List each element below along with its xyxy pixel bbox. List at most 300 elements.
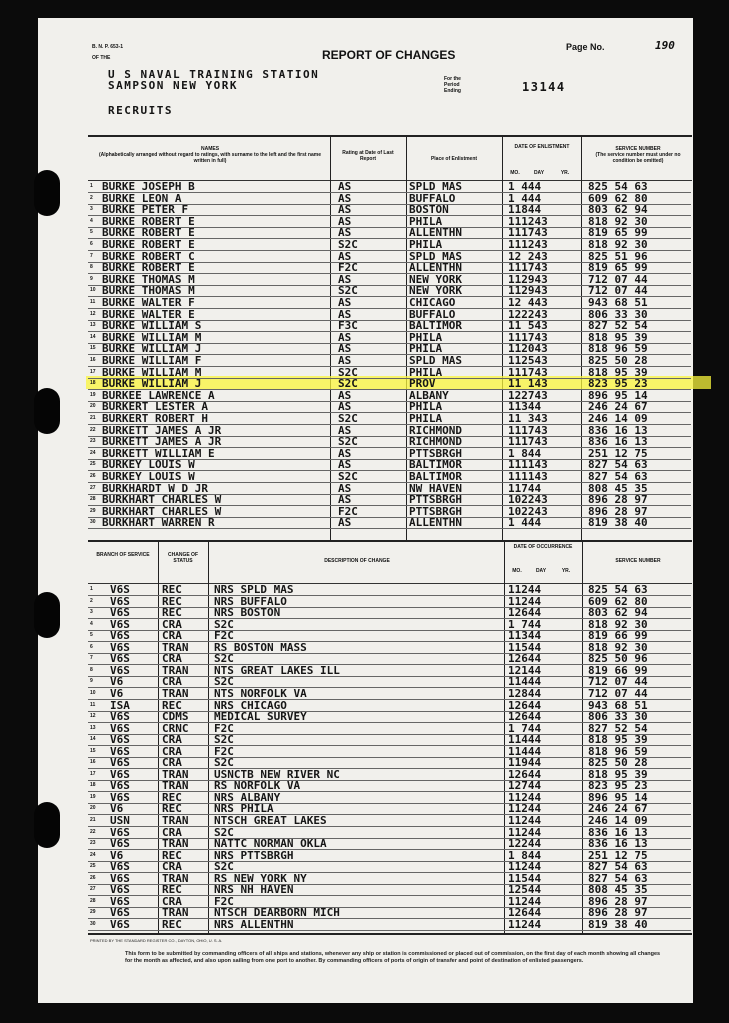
occurrence-date-cell: 12644 (508, 710, 542, 724)
row-number: 8 (90, 666, 93, 673)
row-number: 20 (90, 805, 96, 812)
enlistment-place-cell: BUFFALO (409, 191, 456, 205)
enlistment-date-cell: 112543 (508, 354, 548, 367)
row-number: 30 (90, 519, 96, 526)
rating-header: Rating at Date of Last Report (342, 150, 394, 162)
branch-cell: V6S (110, 837, 130, 851)
enlistment-date-cell: 111743 (508, 226, 548, 240)
row-number: 12 (90, 310, 96, 317)
service-number-cell: 818 96 59 (588, 744, 648, 758)
change-status-cell: CRA (162, 744, 182, 758)
enlistment-place-cell: PHILA (409, 238, 443, 251)
enlistment-date-cell: 102243 (508, 493, 548, 507)
enlistment-place-cell: ALLENTHN (409, 226, 462, 240)
service-number-cell: 825 50 96 (588, 652, 648, 666)
change-description-cell: NRS ALBANY (214, 790, 281, 804)
service-number-cell: 827 54 63 (588, 458, 648, 472)
change-description-cell: NRS BOSTON (214, 606, 281, 620)
change-status-cell: TRAN (162, 871, 189, 885)
change-status-cell: TRAN (162, 837, 189, 851)
service-number-header: SERVICE NUMBER (615, 558, 661, 564)
row-number: 7 (90, 655, 93, 662)
row-number: 6 (90, 643, 93, 650)
occurrence-date-cell: 12844 (508, 686, 542, 700)
service-number-header (588, 146, 688, 164)
change-description-cell: RS BOSTON MASS (214, 640, 307, 654)
rating-cell: AS (338, 400, 352, 414)
rating-cell: AS (338, 296, 352, 309)
station-name-line1: U S NAVAL TRAINING STATION (108, 68, 320, 81)
year-header: YR. (560, 170, 570, 176)
service-number-cell: 896 95 14 (588, 388, 648, 402)
service-number-cell: 827 54 63 (588, 470, 648, 483)
occurrence-date-cell: 11344 (508, 629, 542, 643)
change-status-cell: CRA (162, 894, 182, 908)
occurrence-date-cell: 12644 (508, 767, 542, 781)
row-number: 11 (90, 701, 96, 708)
row-number: 9 (90, 678, 93, 685)
service-number-cell: 246 24 67 (588, 802, 648, 816)
table-top-rule (88, 135, 692, 137)
occurrence-date-cell: 11444 (508, 675, 542, 689)
row-number: 21 (90, 415, 96, 421)
branch-cell: V6 (110, 802, 124, 816)
row-number: 18 (90, 782, 96, 789)
recruit-name: BURKE WILLIAM M (102, 330, 202, 344)
service-number-cell: 836 16 13 (588, 435, 648, 449)
branch-cell: V6S (110, 721, 130, 735)
names-header (95, 146, 325, 164)
service-number-cell: 803 62 94 (588, 203, 648, 217)
month-header: MO. (510, 170, 520, 176)
change-status-cell: REC (162, 606, 182, 620)
service-number-cell: 246 14 09 (588, 814, 648, 827)
recruit-name: BURKE THOMAS M (102, 272, 195, 286)
recruit-name: BURKETT WILLIAM E (102, 446, 215, 460)
service-number-cell: 827 52 54 (588, 319, 648, 333)
enlistment-date-cell: 111243 (508, 238, 548, 251)
service-number-cell: 896 28 97 (588, 493, 648, 507)
branch-cell: V6S (110, 583, 130, 596)
service-number-cell: 609 62 80 (588, 594, 648, 608)
row-number: 27 (90, 484, 96, 491)
recruit-name: BURKHART CHARLES W (102, 493, 222, 507)
row-number: 5 (90, 229, 93, 236)
row-number: 14 (90, 736, 96, 743)
service-number-cell: 251 12 75 (588, 848, 648, 862)
change-status-cell: TRAN (162, 686, 189, 700)
recruit-name: BURKHART WARREN R (102, 516, 215, 530)
enlistment-place-cell: BALTIMOR (409, 458, 462, 472)
change-description-cell: NTS GREAT LAKES ILL (214, 663, 340, 677)
branch-cell: V6S (110, 894, 130, 908)
enlistment-date-cell: 111143 (508, 470, 548, 483)
change-description-cell: NRS CHICAGO (214, 698, 287, 712)
branch-header: BRANCH OF SERVICE (96, 552, 150, 558)
change-status-cell: TRAN (162, 663, 189, 677)
change-status-cell: REC (162, 790, 182, 804)
enlistment-place-cell: ALBANY (409, 388, 449, 402)
row-number: 23 (90, 438, 96, 445)
table-bottom-rule (88, 933, 692, 935)
recruit-name: BURKEY LOUIS W (102, 458, 195, 472)
enlistment-date-cell: 11 543 (508, 319, 548, 333)
rating-cell: AS (338, 226, 352, 240)
enlistment-date-cell: 111243 (508, 214, 548, 228)
enlistment-date-cell: 1 444 (508, 516, 542, 530)
row-number: 4 (90, 217, 93, 224)
service-number-cell: 819 38 40 (588, 917, 648, 931)
row-number: 26 (90, 874, 96, 881)
enlistment-place-cell: BALTIMOR (409, 319, 462, 333)
row-number: 10 (90, 287, 96, 294)
enlistment-place-cell: BOSTON (409, 203, 449, 217)
row-number: 24 (90, 851, 96, 858)
row-number: 5 (90, 632, 93, 639)
enlistment-date-cell: 1 444 (508, 180, 542, 193)
service-number-cell: 818 95 39 (588, 733, 648, 747)
occurrence-date-cell: 1 744 (508, 721, 542, 735)
occurrence-date-cell: 11244 (508, 594, 542, 608)
recruit-name: BURKEY LOUIS W (102, 470, 195, 483)
service-number-cell: 806 33 30 (588, 710, 648, 724)
branch-cell: ISA (110, 698, 130, 712)
service-number-cell: 712 07 44 (588, 675, 648, 689)
branch-cell: USN (110, 814, 130, 827)
recruit-name: BURKERT ROBERT H (102, 412, 208, 425)
occurrence-date-cell: 11444 (508, 744, 542, 758)
enlistment-date-cell: 112943 (508, 284, 548, 298)
recruit-name: BURKEE LAWRENCE A (102, 388, 215, 402)
service-number-cell: 823 95 23 (588, 377, 648, 391)
service-number-cell: 819 38 40 (588, 516, 648, 530)
occurrence-date-cell: 12644 (508, 906, 542, 920)
branch-cell: V6S (110, 652, 130, 666)
of-the-label: OF THE (92, 55, 111, 61)
rating-cell: AS (338, 191, 352, 205)
recruit-name: BURKE ROBERT C (102, 249, 195, 263)
row-number: 24 (90, 449, 96, 456)
row-number: 6 (90, 241, 93, 247)
change-description-cell: F2C (214, 721, 234, 735)
enlistment-date-cell: 111743 (508, 435, 548, 449)
service-number-cell: 712 07 44 (588, 686, 648, 700)
rating-cell: AS (338, 249, 352, 263)
enlistment-date-cell: 102243 (508, 504, 548, 518)
service-number-cell: 808 45 35 (588, 481, 648, 495)
occurrence-date-cell: 11244 (508, 802, 542, 816)
service-number-cell: 896 28 97 (588, 906, 648, 920)
row-number: 19 (90, 391, 96, 398)
year-header: YR. (561, 568, 571, 574)
enlistment-date-cell: 111143 (508, 458, 548, 472)
enlistment-place-cell: SPLD MAS (409, 249, 462, 263)
change-status-header: CHANGE OF STATUS (168, 552, 198, 564)
enlistment-place-cell: PTTSBRGH (409, 504, 462, 518)
change-description-cell: NTS NORFOLK VA (214, 686, 307, 700)
service-number-cell: 806 33 30 (588, 307, 648, 321)
date-occurrence-header: DATE OF OCCURRENCE (513, 544, 573, 550)
service-number-cell: 712 07 44 (588, 272, 648, 286)
service-number-cell: 825 54 63 (588, 583, 648, 596)
change-description-cell: NRS ALLENTHN (214, 917, 294, 931)
rating-cell: AS (338, 203, 352, 217)
enlistment-place-cell: NW HAVEN (409, 481, 462, 495)
service-number-cell: 825 50 28 (588, 756, 648, 770)
change-description-cell: S2C (214, 617, 234, 631)
change-description-cell: S2C (214, 825, 234, 839)
enlistment-place-cell: CHICAGO (409, 296, 456, 309)
branch-cell: V6S (110, 790, 130, 804)
change-status-cell: TRAN (162, 640, 189, 654)
enlistment-date-cell: 111743 (508, 261, 548, 275)
enlistment-place-cell: BALTIMOR (409, 470, 462, 483)
row-number: 11 (90, 299, 96, 305)
change-status-cell: REC (162, 883, 182, 897)
table-top-rule (88, 540, 692, 542)
enlistment-place-cell: PTTSBRGH (409, 493, 462, 507)
rating-cell: F3C (338, 319, 358, 333)
row-number: 16 (90, 759, 96, 766)
form-number: B. N. P. 653-1 (92, 44, 124, 50)
enlistment-place-cell: PHILA (409, 342, 443, 356)
occurrence-date-cell: 11444 (508, 733, 542, 747)
change-status-cell: REC (162, 594, 182, 608)
change-status-cell: REC (162, 583, 182, 596)
row-number: 25 (90, 461, 96, 468)
rating-cell: AS (338, 307, 352, 321)
change-status-cell: CRA (162, 629, 182, 643)
branch-cell: V6S (110, 744, 130, 758)
branch-cell: V6S (110, 779, 130, 793)
recruit-name: BURKETT JAMES A JR (102, 423, 222, 437)
service-number-cell: 818 95 39 (588, 767, 648, 781)
rating-cell: S2C (338, 435, 358, 449)
recruit-name: BURKE ROBERT E (102, 214, 195, 228)
enlistment-date-cell: 111743 (508, 365, 548, 379)
enlistment-place-cell: PHILA (409, 365, 443, 379)
change-description-cell: NRS PTTSBRGH (214, 848, 294, 862)
service-number-cell: 836 16 13 (588, 837, 648, 851)
change-description-cell: NRS PHILA (214, 802, 274, 816)
recruit-name: BURKERT LESTER A (102, 400, 208, 414)
row-number: 23 (90, 840, 96, 847)
service-number-cell: 246 24 67 (588, 400, 648, 414)
names-header-title: NAMES (200, 146, 220, 152)
recruit-name: BURKE ROBERT E (102, 261, 195, 275)
row-number: 10 (90, 689, 96, 696)
row-number: 4 (90, 620, 93, 627)
rating-cell: S2C (338, 365, 358, 379)
change-description-cell: F2C (214, 744, 234, 758)
recruit-name: BURKHARDT W D JR (102, 481, 208, 495)
binder-clip (34, 802, 60, 848)
rating-cell: AS (338, 214, 352, 228)
rating-cell: AS (338, 272, 352, 286)
recruit-name: BURKE WILLIAM J (102, 377, 202, 391)
row-number: 26 (90, 473, 96, 479)
branch-cell: V6S (110, 606, 130, 620)
service-number-cell: 819 65 99 (588, 226, 648, 240)
change-description-cell: S2C (214, 652, 234, 666)
change-status-cell: CRA (162, 860, 182, 874)
recruit-name: BURKHART CHARLES W (102, 504, 222, 518)
rating-cell: AS (338, 180, 352, 193)
branch-cell: V6S (110, 756, 130, 770)
row-number: 29 (90, 507, 96, 514)
service-number-cell: 896 28 97 (588, 894, 648, 908)
row-number: 12 (90, 713, 96, 720)
rating-cell: AS (338, 330, 352, 344)
row-number: 18 (90, 380, 96, 387)
enlistment-date-cell: 11 143 (508, 377, 548, 391)
service-number-cell: 827 54 63 (588, 860, 648, 874)
row-number: 25 (90, 863, 96, 870)
occurrence-date-cell: 12644 (508, 652, 542, 666)
occurrence-date-cell: 12144 (508, 663, 542, 677)
change-status-cell: CRA (162, 756, 182, 770)
service-number-cell: 943 68 51 (588, 296, 648, 309)
change-status-cell: CRA (162, 675, 182, 689)
occurrence-date-cell: 12244 (508, 837, 542, 851)
change-status-cell: CDMS (162, 710, 189, 724)
occurrence-date-cell: 12744 (508, 779, 542, 793)
occurrence-date-cell: 12644 (508, 698, 542, 712)
occurrence-date-cell: 11244 (508, 894, 542, 908)
service-number-cell: 712 07 44 (588, 284, 648, 298)
place-header: Place of Enlistment (430, 156, 478, 162)
occurrence-date-cell: 11244 (508, 790, 542, 804)
service-number-cell: 808 45 35 (588, 883, 648, 897)
occurrence-date-cell: 12544 (508, 883, 542, 897)
service-number-cell: 818 95 39 (588, 365, 648, 379)
service-number-cell: 818 92 30 (588, 640, 648, 654)
enlistment-date-cell: 111743 (508, 423, 548, 437)
binder-clip (34, 388, 60, 434)
change-status-cell: TRAN (162, 906, 189, 920)
rating-cell: F2C (338, 261, 358, 275)
service-number-cell: 943 68 51 (588, 698, 648, 712)
change-description-cell: NTSCH DEARBORN MICH (214, 906, 340, 920)
branch-cell: V6S (110, 617, 130, 631)
change-status-cell: CRA (162, 733, 182, 747)
page-number: 190 (655, 39, 675, 52)
recruit-name: BURKE JOSEPH B (102, 180, 195, 193)
month-header: MO. (512, 568, 522, 574)
branch-cell: V6S (110, 663, 130, 677)
occurrence-date-cell: 11244 (508, 583, 542, 596)
occurrence-date-cell: 11244 (508, 814, 542, 827)
row-number: 9 (90, 275, 93, 282)
row-number: 7 (90, 252, 93, 259)
service-number-cell: 827 54 63 (588, 871, 648, 885)
row-number: 17 (90, 770, 96, 777)
change-status-cell: CRA (162, 652, 182, 666)
row-number: 3 (90, 609, 93, 616)
service-number-cell: 803 62 94 (588, 606, 648, 620)
rating-cell: S2C (338, 284, 358, 298)
binder-clip (34, 170, 60, 216)
row-number: 29 (90, 909, 96, 916)
rating-cell: F2C (338, 504, 358, 518)
change-description-cell: F2C (214, 629, 234, 643)
row-number: 8 (90, 264, 93, 271)
service-number-cell: 836 16 13 (588, 825, 648, 839)
service-number-cell: 609 62 80 (588, 191, 648, 205)
change-description-cell: S2C (214, 860, 234, 874)
recruit-name: BURKE ROBERT E (102, 238, 195, 251)
recruit-name: BURKE THOMAS M (102, 284, 195, 298)
recruit-name: BURKE WILLIAM M (102, 365, 202, 379)
service-number-cell: 818 95 39 (588, 330, 648, 344)
service-number-cell: 896 28 97 (588, 504, 648, 518)
enlistment-place-cell: RICHMOND (409, 423, 462, 437)
branch-cell: V6 (110, 848, 124, 862)
row-number: 27 (90, 886, 96, 893)
branch-cell: V6 (110, 675, 124, 689)
enlistment-place-cell: RICHMOND (409, 435, 462, 449)
day-header: DAY (535, 568, 547, 574)
branch-cell: V6S (110, 825, 130, 839)
rating-cell: S2C (338, 238, 358, 251)
change-status-cell: TRAN (162, 814, 189, 827)
row-number: 15 (90, 747, 96, 754)
occurrence-date-cell: 11944 (508, 756, 542, 770)
recruit-name: BURKE WILLIAM J (102, 342, 202, 356)
row-number: 15 (90, 345, 96, 352)
service-number-cell: 827 52 54 (588, 721, 648, 735)
enlistment-place-cell: SPLD MAS (409, 354, 462, 367)
rating-cell: AS (338, 354, 352, 367)
row-number: 14 (90, 333, 96, 340)
service-number-cell: 825 54 63 (588, 180, 648, 193)
enlistment-date-cell: 11344 (508, 400, 542, 414)
change-description-cell: NRS BUFFALO (214, 594, 287, 608)
enlistment-date-cell: 1 444 (508, 191, 542, 205)
row-number: 17 (90, 368, 96, 375)
change-description-cell: RS NEW YORK NY (214, 871, 307, 885)
branch-cell: V6S (110, 710, 130, 724)
page-number-label: Page No. (566, 42, 605, 52)
service-number-cell: 823 95 23 (588, 779, 648, 793)
enlistment-date-cell: 11844 (508, 203, 542, 217)
branch-cell: V6 (110, 686, 124, 700)
enlistment-place-cell: NEW YORK (409, 284, 462, 298)
occurrence-date-cell: 1 844 (508, 848, 542, 862)
change-description-cell: NRS SPLD MAS (214, 583, 294, 596)
rating-cell: AS (338, 342, 352, 356)
rating-cell: S2C (338, 412, 358, 425)
enlistment-place-cell: PTTSBRGH (409, 446, 462, 460)
table-row (88, 919, 691, 931)
service-number-cell: 819 66 99 (588, 629, 648, 643)
rating-cell: AS (338, 458, 352, 472)
occurrence-date-cell: 11244 (508, 917, 542, 931)
binder-clip (34, 592, 60, 638)
day-header: DAY (533, 170, 545, 176)
enlistment-date-cell: 11 343 (508, 412, 548, 425)
row-number: 1 (90, 183, 93, 189)
enlistment-place-cell: ALLENTHN (409, 516, 462, 530)
service-number-cell: 819 65 99 (588, 261, 648, 275)
enlistment-date-cell: 12 443 (508, 296, 548, 309)
service-number-cell: 818 92 30 (588, 617, 648, 631)
recruit-name: BURKETT JAMES A JR (102, 435, 222, 449)
branch-cell: V6S (110, 871, 130, 885)
enlistment-place-cell: PHILA (409, 412, 443, 425)
change-description-cell: F2C (214, 894, 234, 908)
enlistment-place-cell: ALLENTHN (409, 261, 462, 275)
